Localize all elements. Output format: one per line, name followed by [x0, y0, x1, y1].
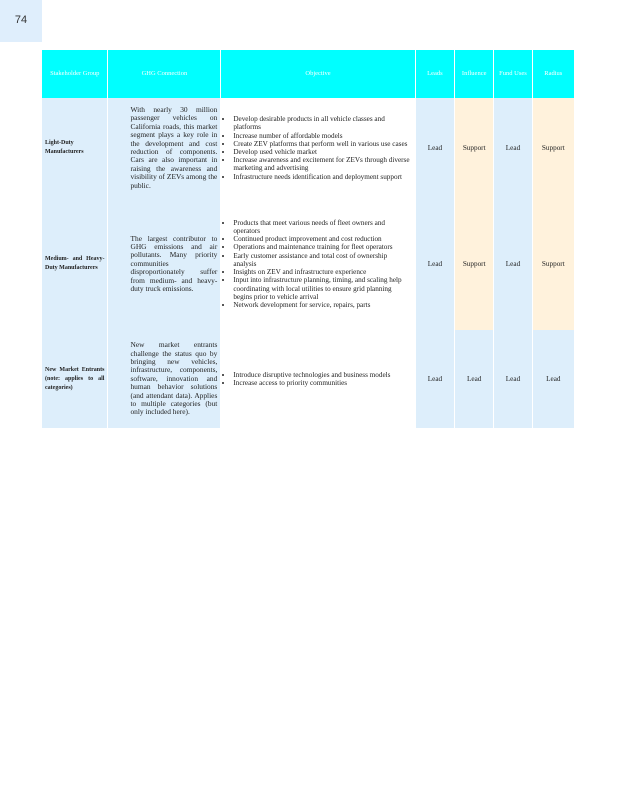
- header-stakeholder-group: Stakeholder Group: [42, 50, 108, 98]
- role-radius: Lead: [533, 330, 575, 428]
- ghg-text: The largest contributor to GHG emissions and air pollutants. Many priority communities disproportionately suffer from medium- and heavy-duty truck emissions.: [130, 233, 218, 294]
- row-objectives: [221, 198, 415, 330]
- objective-item: • Continued product improvement and cost reduction: [233, 235, 410, 243]
- objective-item: • Products that meet various needs of fleet owners and operators: [233, 219, 410, 235]
- objective-list: [221, 371, 414, 387]
- role-influence: Lead: [455, 330, 494, 428]
- page-number: 74: [0, 0, 42, 42]
- objective-list: [221, 115, 414, 181]
- objective-item: • Operations and maintenance training for fleet operators: [233, 243, 410, 251]
- header-leads: Leads: [416, 50, 455, 98]
- objective-item: • Early customer assistance and total cost of ownership analysis: [233, 252, 410, 268]
- header-influence: Influence: [455, 50, 494, 98]
- role-leads: Lead: [416, 198, 455, 330]
- objective-list: [221, 219, 414, 309]
- role-leads: Lead: [416, 330, 455, 428]
- stakeholder-table: [42, 50, 575, 428]
- header-radius: Radius: [533, 50, 575, 98]
- objective-item: • Develop used vehicle market: [233, 148, 410, 156]
- row-objectives: [221, 98, 415, 198]
- objective-item: • Infrastructure needs identification and deployment support: [233, 173, 410, 181]
- objective-item: • Introduce disruptive technologies and business models: [233, 371, 410, 379]
- objective-item: • Network development for service, repairs, parts: [233, 301, 410, 309]
- table-row: [42, 98, 575, 198]
- objective-item: • Increase number of affordable models: [233, 132, 410, 140]
- role-fund-uses: Lead: [494, 98, 532, 198]
- objective-item: • Increase awareness and excitement for ZEVs through diverse marketing and advertising: [233, 156, 410, 172]
- ghg-text: New market entrants challenge the status quo by bringing new vehicles, infrastructure, components, software, innovation and human behavior solutions (and attendant data). Applies to multiple categories (but only included here).: [130, 340, 218, 417]
- role-influence: Support: [455, 98, 494, 198]
- table-row: [42, 198, 575, 330]
- row-ghg-connection: [108, 330, 221, 428]
- row-ghg-connection: [108, 98, 221, 198]
- objective-item: • Input into infrastructure planning, timing, and scaling help coordinating with local utilities to ensure grid planning begins prior to vehicle arrival: [233, 276, 410, 301]
- row-objectives: [221, 330, 415, 428]
- header-ghg-connection: GHG Connection: [108, 50, 221, 98]
- row-group-label: New Market Entrants (note: applies to all categories): [42, 330, 108, 428]
- role-radius: Support: [533, 198, 575, 330]
- row-ghg-connection: [108, 198, 221, 330]
- row-group-label: Medium- and Heavy-Duty Manufacturers: [42, 198, 108, 330]
- role-fund-uses: Lead: [494, 330, 532, 428]
- objective-item: • Increase access to priority communities: [233, 379, 410, 387]
- row-group-label: Light-Duty Manufacturers: [42, 98, 108, 198]
- role-influence: Support: [455, 198, 494, 330]
- table-header-row: [42, 50, 575, 98]
- ghg-text: With nearly 30 million passenger vehicles on California roads, this market segment plays a key role in the development and cost reduction of components. Cars are also important in raising the awareness and visibility of ZEVs among the public.: [130, 104, 218, 190]
- role-fund-uses: Lead: [494, 198, 532, 330]
- objective-item: • Insights on ZEV and infrastructure experience: [233, 268, 410, 276]
- header-fund-uses: Fund Uses: [494, 50, 532, 98]
- objective-item: • Develop desirable products in all vehicle classes and platforms: [233, 115, 410, 131]
- role-radius: Support: [533, 98, 575, 198]
- header-objective: Objective: [221, 50, 415, 98]
- objective-item: • Create ZEV platforms that perform well in various use cases: [233, 140, 410, 148]
- role-leads: Lead: [416, 98, 455, 198]
- table-row: [42, 330, 575, 428]
